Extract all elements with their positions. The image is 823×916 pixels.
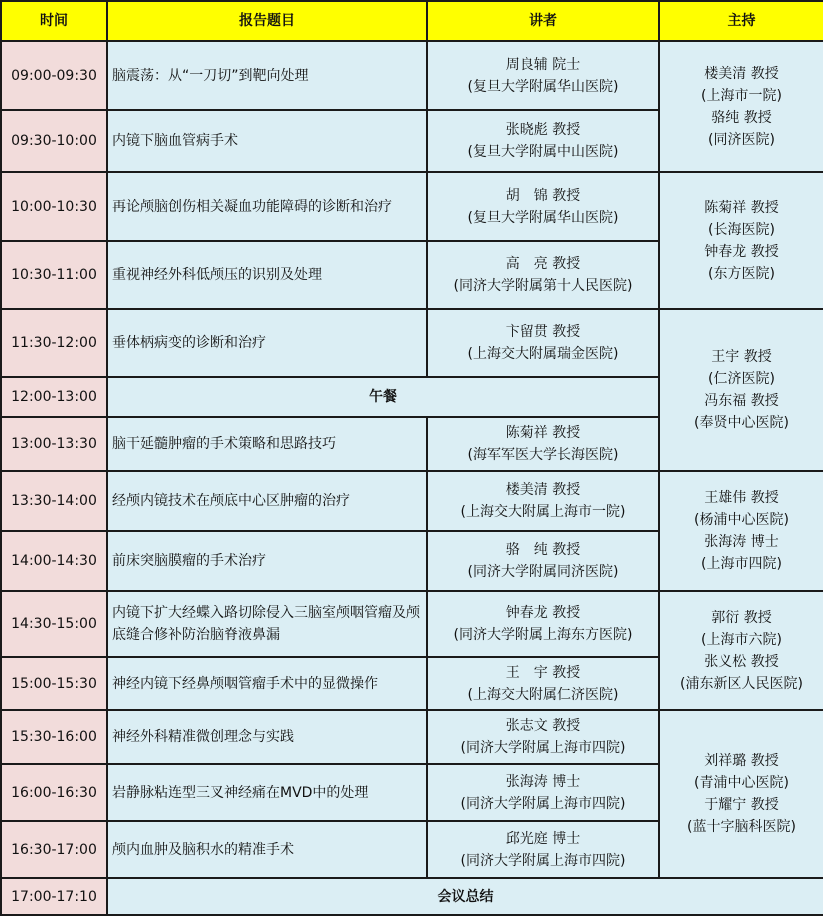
host-line: 张海涛 博士 <box>704 534 779 550</box>
speaker-org: (上海交大附属上海市一院) <box>460 504 626 520</box>
speaker-cell <box>427 110 659 172</box>
speaker-name: 卞留贯 教授 <box>505 324 581 340</box>
speaker-cell <box>427 172 659 241</box>
host-line: (仁济医院) <box>708 371 775 387</box>
host-line: 楼美清 教授 <box>704 65 779 82</box>
speaker-name: 楼美清 教授 <box>505 482 581 498</box>
host-cell <box>659 41 823 172</box>
speaker-org: (复旦大学附属华山医院) <box>467 78 619 95</box>
speaker-name: 周良辅 院士 <box>505 56 581 73</box>
host-line: (蓝十字脑科医院) <box>687 819 796 835</box>
host-line: (上海市六院) <box>701 631 782 648</box>
topic-cell: 经颅内镜技术在颅底中心区肿瘤的治疗 <box>107 471 427 531</box>
topic-cell: 前床突脑膜瘤的手术治疗 <box>107 531 427 591</box>
host-cell <box>659 710 823 878</box>
host-line: (上海市四院) <box>701 556 782 572</box>
host-line: (长海医院) <box>708 221 775 238</box>
speaker-name: 张海涛 博士 <box>505 773 581 790</box>
speaker-cell <box>427 531 659 591</box>
topic-cell: 脑干延髓肿瘤的手术策略和思路技巧 <box>107 417 427 471</box>
speaker-name: 王 宇 教授 <box>505 664 581 681</box>
host-line: (青浦中心医院) <box>694 775 789 791</box>
table-row <box>1 172 823 241</box>
speaker-name: 张晓彪 教授 <box>505 122 581 138</box>
host-cell <box>659 591 823 710</box>
time-cell: 16:00-16:30 <box>1 764 107 821</box>
speaker-name: 高 亮 教授 <box>505 256 581 272</box>
host-line: 陈菊祥 教授 <box>704 199 779 216</box>
speaker-cell <box>427 41 659 110</box>
table-row <box>1 710 823 764</box>
speaker-org: (同济大学附属上海东方医院) <box>453 627 633 643</box>
host-line: (东方医院) <box>708 265 775 282</box>
speaker-cell <box>427 657 659 710</box>
speaker-org: (复旦大学附属中山医院) <box>467 144 619 160</box>
speaker-name: 钟春龙 教授 <box>505 605 581 621</box>
topic-cell: 脑震荡：从“一刀切”到靶向处理 <box>107 41 427 110</box>
speaker-cell <box>427 417 659 471</box>
header-speaker: 讲者 <box>427 1 659 41</box>
speaker-org: (同济大学附属上海市四院) <box>460 795 626 812</box>
time-cell: 17:00-17:10 <box>1 878 107 915</box>
speaker-cell <box>427 591 659 657</box>
host-line: 刘祥璐 教授 <box>704 753 779 769</box>
speaker-org: (同济大学附属上海市四院) <box>460 852 626 869</box>
time-cell: 10:00-10:30 <box>1 172 107 241</box>
time-cell: 13:00-13:30 <box>1 417 107 471</box>
table-row <box>1 309 823 377</box>
host-line: 骆纯 教授 <box>711 109 772 126</box>
topic-cell: 神经内镜下经鼻颅咽管瘤手术中的显微操作 <box>107 657 427 710</box>
host-line: (奉贤中心医院) <box>694 415 789 431</box>
speaker-cell <box>427 241 659 309</box>
host-cell <box>659 471 823 591</box>
host-cell <box>659 309 823 471</box>
header-topic: 报告题目 <box>107 1 427 41</box>
host-line: 王雄伟 教授 <box>704 490 779 506</box>
table-row <box>1 591 823 657</box>
topic-cell: 再论颅脑创伤相关凝血功能障碍的诊断和治疗 <box>107 172 427 241</box>
lunch-cell: 午餐 <box>107 377 659 417</box>
topic-cell: 神经外科精准微创理念与实践 <box>107 710 427 764</box>
time-cell: 14:00-14:30 <box>1 531 107 591</box>
host-line: 于耀宁 教授 <box>704 797 779 813</box>
time-cell: 16:30-17:00 <box>1 821 107 878</box>
speaker-cell <box>427 309 659 377</box>
header-time: 时间 <box>1 1 107 41</box>
speaker-name: 邱光庭 博士 <box>505 830 581 847</box>
time-cell: 09:00-09:30 <box>1 41 107 110</box>
summary-cell: 会议总结 <box>107 878 823 915</box>
time-cell: 14:30-15:00 <box>1 591 107 657</box>
speaker-org: (复旦大学附属华山医院) <box>467 209 619 226</box>
speaker-cell <box>427 710 659 764</box>
host-line: 郭衍 教授 <box>711 609 772 626</box>
time-cell: 09:30-10:00 <box>1 110 107 172</box>
time-cell: 10:30-11:00 <box>1 241 107 309</box>
speaker-org: (同济大学附属同济医院) <box>467 564 619 580</box>
host-line: 王宇 教授 <box>711 349 772 365</box>
host-line: 张义松 教授 <box>704 653 779 670</box>
time-cell: 15:30-16:00 <box>1 710 107 764</box>
topic-cell: 颅内血肿及脑积水的精准手术 <box>107 821 427 878</box>
topic-cell: 内镜下脑血管病手术 <box>107 110 427 172</box>
speaker-cell <box>427 764 659 821</box>
speaker-org: (同济大学附属第十人民医院) <box>453 278 633 294</box>
speaker-cell <box>427 821 659 878</box>
host-line: (同济医院) <box>708 131 775 148</box>
table-row <box>1 41 823 110</box>
topic-cell: 岩静脉粘连型三叉神经痛在MVD中的处理 <box>107 764 427 821</box>
time-cell: 12:00-13:00 <box>1 377 107 417</box>
host-line: 钟春龙 教授 <box>704 243 779 260</box>
speaker-name: 张志文 教授 <box>505 718 581 734</box>
host-cell <box>659 172 823 309</box>
speaker-org: (同济大学附属上海市四院) <box>460 740 626 756</box>
speaker-name: 骆 纯 教授 <box>505 542 581 558</box>
host-line: 冯东福 教授 <box>704 393 779 409</box>
host-line: (上海市一院) <box>701 87 782 104</box>
table-row <box>1 878 823 915</box>
time-cell: 11:30-12:00 <box>1 309 107 377</box>
speaker-name: 陈菊祥 教授 <box>505 425 581 441</box>
topic-cell: 内镜下扩大经蝶入路切除侵入三脑室颅咽管瘤及颅底缝合修补防治脑脊液鼻漏 <box>107 591 427 657</box>
topic-cell: 重视神经外科低颅压的识别及处理 <box>107 241 427 309</box>
table-row <box>1 471 823 531</box>
speaker-org: (上海交大附属瑞金医院) <box>467 346 619 362</box>
speaker-org: (海军军医大学长海医院) <box>467 447 619 463</box>
speaker-name: 胡 锦 教授 <box>505 187 581 204</box>
header-host: 主持 <box>659 1 823 41</box>
time-cell: 15:00-15:30 <box>1 657 107 710</box>
speaker-cell <box>427 471 659 531</box>
host-line: (杨浦中心医院) <box>694 512 789 528</box>
host-line: (浦东新区人民医院) <box>680 675 803 692</box>
topic-cell: 垂体柄病变的诊断和治疗 <box>107 309 427 377</box>
time-cell: 13:30-14:00 <box>1 471 107 531</box>
speaker-org: (上海交大附属仁济医院) <box>467 686 619 703</box>
